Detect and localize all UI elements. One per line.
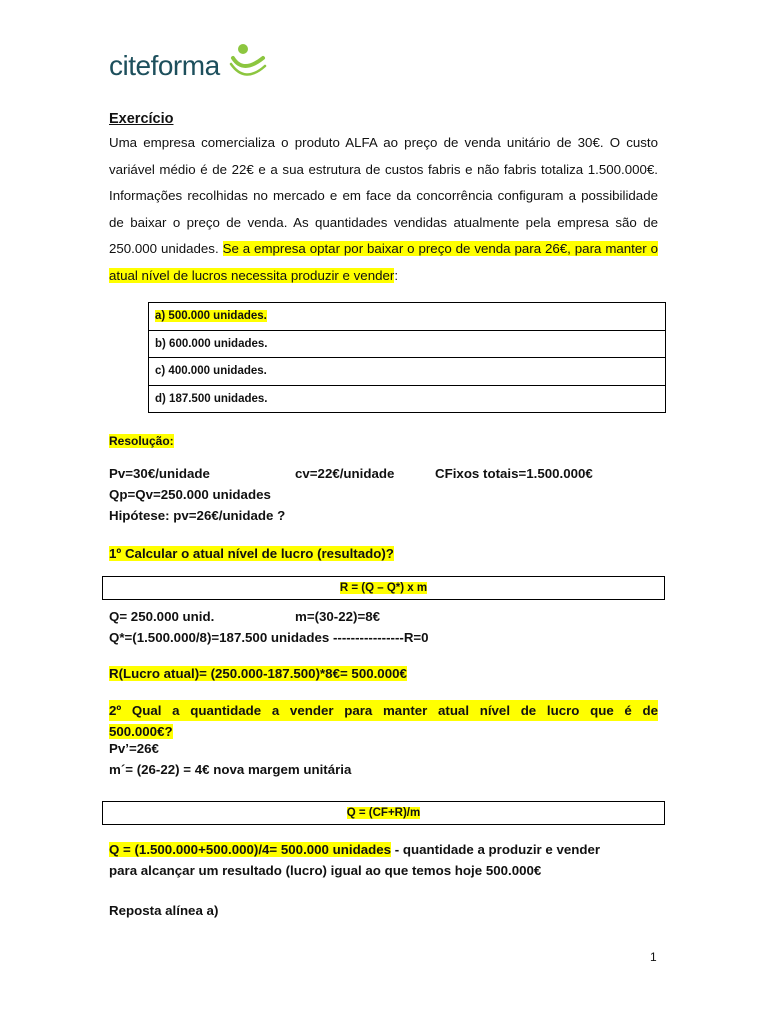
- option-c: c) 400.000 unidades.: [149, 358, 666, 386]
- given-cv: cv=22€/unidade: [295, 466, 395, 481]
- exercise-paragraph: [109, 130, 658, 289]
- logo-mark-icon: [229, 40, 269, 80]
- step2-result-tail: - quantidade a produzir e vender: [391, 842, 601, 857]
- step2-heading: [109, 700, 658, 742]
- paragraph-tail: :: [394, 267, 399, 283]
- step1-heading: [109, 546, 394, 561]
- step1-q: Q= 250.000 unid.: [109, 609, 215, 624]
- answer-line: Reposta alínea a): [109, 903, 219, 918]
- citeforma-logo: [109, 40, 269, 86]
- table-row: [149, 385, 666, 413]
- step2-formula-box: [102, 801, 665, 825]
- step2-m: m´= (26-22) = 4€ nova margem unitária: [109, 762, 352, 777]
- step2-result: [109, 842, 600, 857]
- step1-heading-text: 1º Calcular o atual nível de lucro (resultado)?: [109, 546, 394, 561]
- step1-formula: R = (Q – Q*) x m: [339, 582, 428, 594]
- table-row: [149, 330, 666, 358]
- resolution-label-text: Resolução:: [109, 434, 174, 448]
- step2-pv: Pv’=26€: [109, 741, 159, 756]
- paragraph-text: Uma empresa comercializa o produto ALFA ao preço de venda unitário de 30€. O custo variável médio é de 22€ e a sua estrutura de custos fabris e não fabris totaliza 1.500.000€. Informações recolhidas no mercado e em face da concorrência configuram a possibilidade de baixar o preço de venda. As quantidades vendidas atualmente pela empresa são de 250.000 unidades.: [109, 135, 658, 256]
- options-table: [148, 302, 666, 413]
- page-number: 1: [650, 950, 657, 964]
- step2-result-line2: para alcançar um resultado (lucro) igual ao que temos hoje 500.000€: [109, 863, 542, 878]
- given-pv: Pv=30€/unidade: [109, 466, 210, 481]
- step2-formula: Q = (CF+R)/m: [346, 807, 421, 819]
- option-b: b) 600.000 unidades.: [149, 330, 666, 358]
- step1-result-text: R(Lucro atual)= (250.000-187.500)*8€= 500.000€: [109, 666, 407, 681]
- resolution-label: [109, 434, 174, 448]
- table-row: [149, 303, 666, 331]
- step1-result: [109, 666, 407, 681]
- step2-result-highlight: Q = (1.500.000+500.000)/4= 500.000 unidades: [109, 842, 392, 857]
- given-qp: Qp=Qv=250.000 unidades: [109, 487, 271, 502]
- step1-formula-box: [102, 576, 665, 600]
- given-cf: CFixos totais=1.500.000€: [435, 466, 593, 481]
- logo-text: citeforma: [109, 50, 220, 81]
- step2-heading-line2: 500.000€?: [109, 724, 173, 739]
- table-row: [149, 358, 666, 386]
- exercise-title: Exercício: [109, 111, 174, 127]
- step1-m: m=(30-22)=8€: [295, 609, 381, 624]
- option-a-text: a) 500.000 unidades.: [155, 310, 267, 323]
- paragraph-highlight: Se a empresa optar por baixar o preço de venda para 26€, para manter o atual nível de lucros necessita produzir e vender: [109, 241, 659, 283]
- option-d: d) 187.500 unidades.: [149, 385, 666, 413]
- given-hypothesis: Hipótese: pv=26€/unidade ?: [109, 508, 286, 523]
- option-a: [149, 303, 666, 331]
- step2-heading-line1: 2º Qual a quantidade a vender para manter atual nível de lucro que é de: [109, 700, 658, 721]
- step1-qstar: Q*=(1.500.000/8)=187.500 unidades ----------------R=0: [109, 630, 429, 645]
